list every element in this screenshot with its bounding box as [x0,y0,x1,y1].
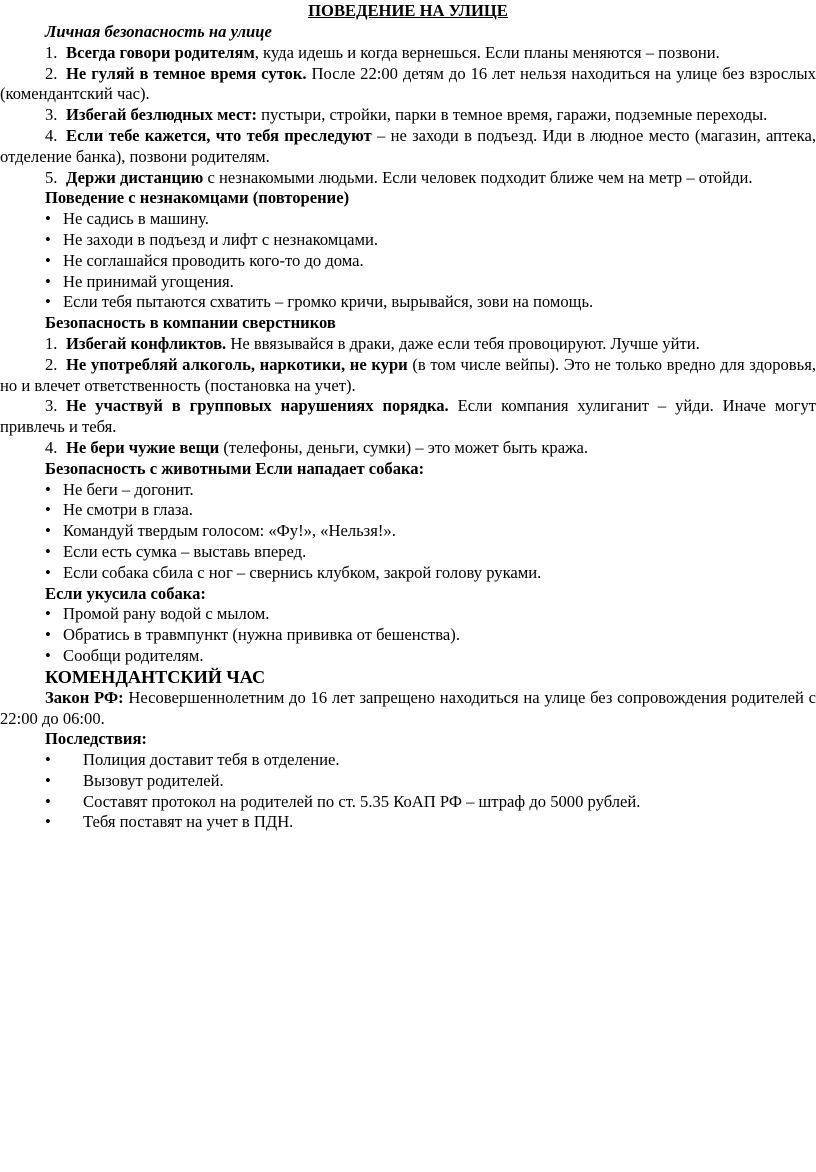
list-item: 3. Избегай безлюдных мест: пустыри, стройки, парки в темное время, гаражи, подземные переходы. [45,105,768,125]
list-item: 1. Всегда говори родителям, куда идешь и когда вернешься. Если планы меняются – позвони. [45,42,720,62]
list-item: • Не заходи в подъезд и лифт с незнакомцами. [45,229,379,249]
section-heading-strangers: Поведение с незнакомцами (повторение) [45,188,350,208]
section-heading-animals: Безопасность с животными Если нападает собака: [45,458,425,478]
bullet-icon: • [45,250,51,270]
list-item: • Не беги – догонит. [45,479,194,499]
list-item: • Полиция доставит тебя в отделение. [45,750,340,770]
bullet-icon: • [45,812,51,832]
section-heading-personal-safety: Личная безопасность на улице [45,22,272,41]
list-item: • Вызовут родителей. [45,770,224,790]
bullet-icon: • [45,521,51,541]
page-title: ПОВЕДЕНИЕ НА УЛИЦЕ [308,1,508,20]
list-item: • Сообщи родителям. [45,645,204,665]
list-item: 5. Держи дистанцию с незнакомыми людьми. Если человек подходит ближе чем на метр – отойди. [45,167,753,187]
list-item: • Не принимай угощения. [45,271,234,291]
list-item: 3. Не участвуй в групповых нарушениях порядка. Если компания хулиганит – уйди. Иначе могут привлечь и тебя. [0,396,816,437]
list-item: 2. Не употребляй алкоголь, наркотики, не кури (в том числе вейпы). Это не только вредно для здоровья, но и влечет ответственность (постановка на учет). [0,354,816,395]
bullet-icon: • [45,750,51,770]
list-item: 2. Не гуляй в темное время суток. После 22:00 детям до 16 лет нельзя находиться на улице без взрослых (комендантский час). [0,63,816,104]
list-item: • Промой рану водой с мылом. [45,604,270,624]
bullet-icon: • [45,541,51,561]
list-item: • Если есть сумка – выставь вперед. [45,541,307,561]
law-paragraph: Закон РФ: Несовершеннолетним до 16 лет запрещено находиться на улице без сопровождения родителей с 22:00 до 06:00. [0,687,816,728]
list-item: • Не соглашайся проводить кого-то до дома. [45,250,364,270]
bullet-icon: • [45,645,51,665]
list-item: 4. Если тебе кажется, что тебя преследуют – не заходи в подъезд. Иди в людное место (магазин, аптека, отделение банка), позвони родителям. [0,125,816,166]
bullet-icon: • [45,562,51,582]
bullet-icon: • [45,770,51,790]
consequences-heading: Последствия: [45,729,147,749]
document-page [0,1,816,833]
bullet-icon: • [45,500,51,520]
bullet-icon: • [45,625,51,645]
list-item: • Командуй твердым голосом: «Фу!», «Нельзя!». [45,521,396,541]
bullet-icon: • [45,604,51,624]
list-item: • Обратись в травмпункт (нужна прививка от бешенства). [45,625,460,645]
list-item: • Если собака сбила с ног – свернись клубком, закрой голову руками. [45,562,542,582]
section-heading-dog-bite: Если укусила собака: [45,583,206,603]
bullet-icon: • [45,791,51,811]
list-item: • Не смотри в глаза. [45,500,193,520]
bullet-icon: • [45,479,51,499]
list-item: • Если тебя пытаются схватить – громко кричи, вырывайся, зови на помощь. [45,292,594,312]
section-heading-peers: Безопасность в компании сверстников [45,313,336,333]
list-item: 4. Не бери чужие вещи (телефоны, деньги, сумки) – это может быть кража. [45,437,589,457]
bullet-icon: • [45,292,51,312]
section-heading-curfew: КОМЕНДАНТСКИЙ ЧАС [45,666,266,687]
bullet-icon: • [45,209,51,229]
bullet-icon: • [45,271,51,291]
list-item: 1. Избегай конфликтов. Не ввязывайся в драки, даже если тебя провоцируют. Лучше уйти. [45,333,700,353]
list-item: • Не садись в машину. [45,209,209,229]
bullet-icon: • [45,229,51,249]
list-item: • Тебя поставят на учет в ПДН. [45,812,294,832]
list-item: • Составят протокол на родителей по ст. 5.35 КоАП РФ – штраф до 5000 рублей. [45,791,641,811]
